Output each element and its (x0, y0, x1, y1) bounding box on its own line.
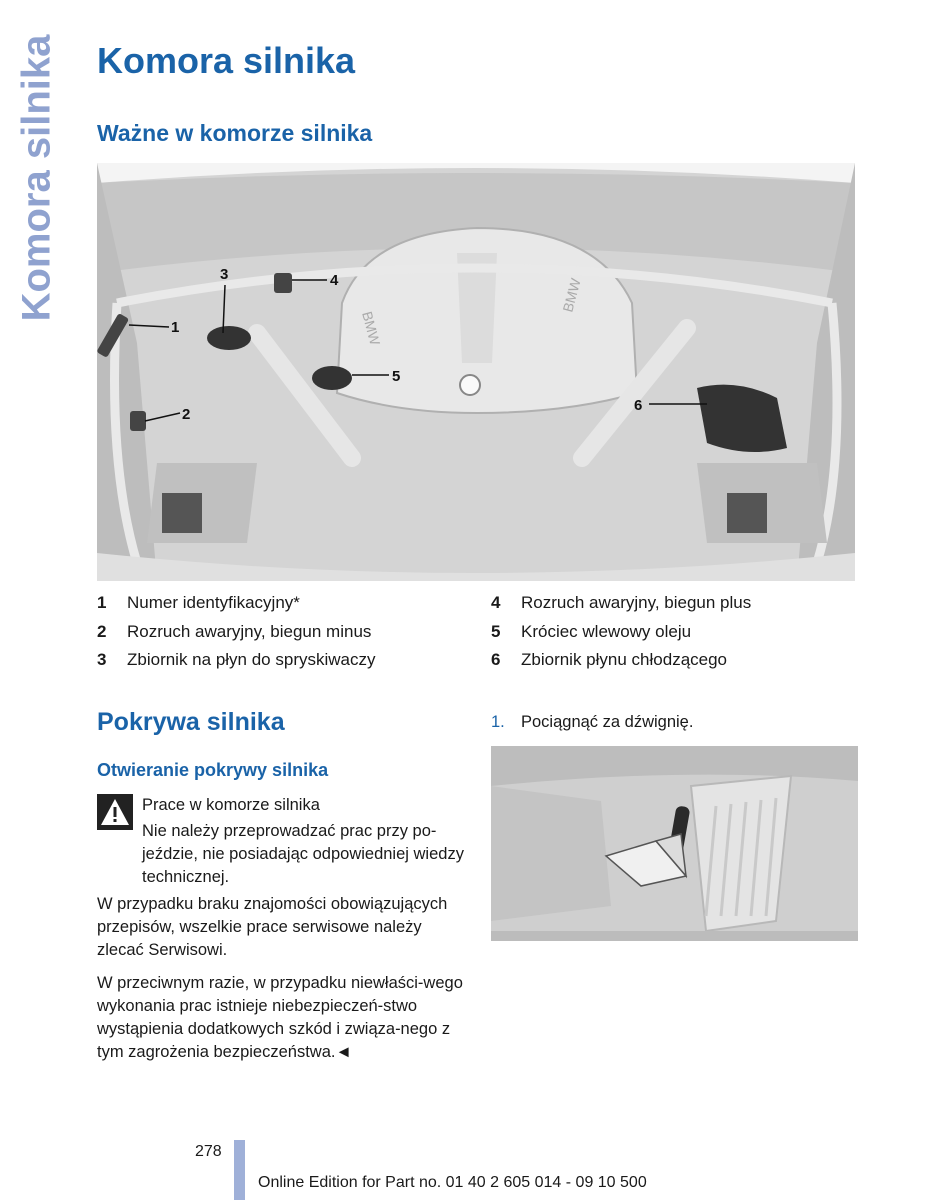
legend-text: Numer identyfikacyjny* (127, 593, 300, 612)
legend-left (97, 592, 477, 678)
warning-icon (97, 794, 133, 830)
footer-text: Online Edition for Part no. 01 40 2 605 014 - 09 10 500 (258, 1174, 647, 1191)
legend-text: Rozruch awaryjny, biegun plus (521, 593, 752, 612)
callout-5: 5 (392, 368, 401, 385)
footer-bar (234, 1140, 245, 1200)
legend-item (97, 621, 477, 650)
section-title: Ważne w komorze silnika (97, 120, 373, 146)
emblem-left: BMW (359, 309, 384, 347)
legend-item (97, 649, 477, 678)
legend-item (97, 592, 477, 621)
heading-pokrywa: Pokrywa silnika (97, 708, 285, 736)
page-title: Komora silnika (97, 40, 356, 81)
paragraph: W przypadku braku znajomości obowiązujących przepisów, wszelkie prace serwisowe należy zlecać Serwisowi. (97, 895, 448, 959)
hood-release-lever-figure (491, 746, 858, 941)
step-1 (491, 711, 693, 733)
legend-num: 6 (491, 650, 501, 669)
callout-6: 6 (634, 397, 643, 414)
warning-title: Prace w komorze silnika (142, 796, 320, 814)
legend-item (491, 649, 871, 678)
legend-right (491, 592, 871, 678)
legend-text: Zbiornik płynu chłodzącego (521, 650, 728, 669)
page-number: 278 (195, 1143, 222, 1160)
legend-num: 2 (97, 621, 107, 641)
legend-text: Rozruch awaryjny, biegun minus (127, 621, 372, 641)
legend-num: 5 (491, 621, 501, 641)
callout-1: 1 (171, 319, 180, 336)
emblem-right: BMW (559, 276, 584, 314)
heading-otwieranie: Otwieranie pokrywy silnika (97, 760, 329, 780)
legend-item (491, 592, 871, 621)
callout-2: 2 (182, 406, 191, 423)
step-number: 1. (491, 713, 505, 731)
callout-3: 3 (220, 266, 229, 283)
legend-num: 4 (491, 593, 501, 612)
legend-num: 3 (97, 650, 107, 669)
paragraph: W przeciwnym razie, w przypadku niewłaści-wego wykonania prac istnieje niebezpieczeń-stwo wystąpienia dodatkowych szkód i związa-nego z tym zagrożenia bezpieczeństwa.◄ (97, 974, 463, 1061)
legend-num: 1 (97, 593, 107, 612)
engine-compartment-figure (97, 163, 855, 581)
body-text (97, 893, 467, 1074)
side-title-text: Komora silnika (14, 34, 59, 321)
step-text: Pociągnąć za dźwignię. (521, 713, 694, 731)
legend-text: Króciec wlewowy oleju (521, 621, 692, 641)
legend-item (491, 621, 871, 650)
legend-text: Zbiornik na płyn do spryskiwaczy (127, 650, 376, 669)
side-title (12, 34, 62, 321)
warning-body: Nie należy przeprowadzać prac przy po-jeździe, nie posiadając odpowiedniej wiedzy technicznej. (142, 822, 464, 886)
callout-4: 4 (330, 272, 339, 289)
